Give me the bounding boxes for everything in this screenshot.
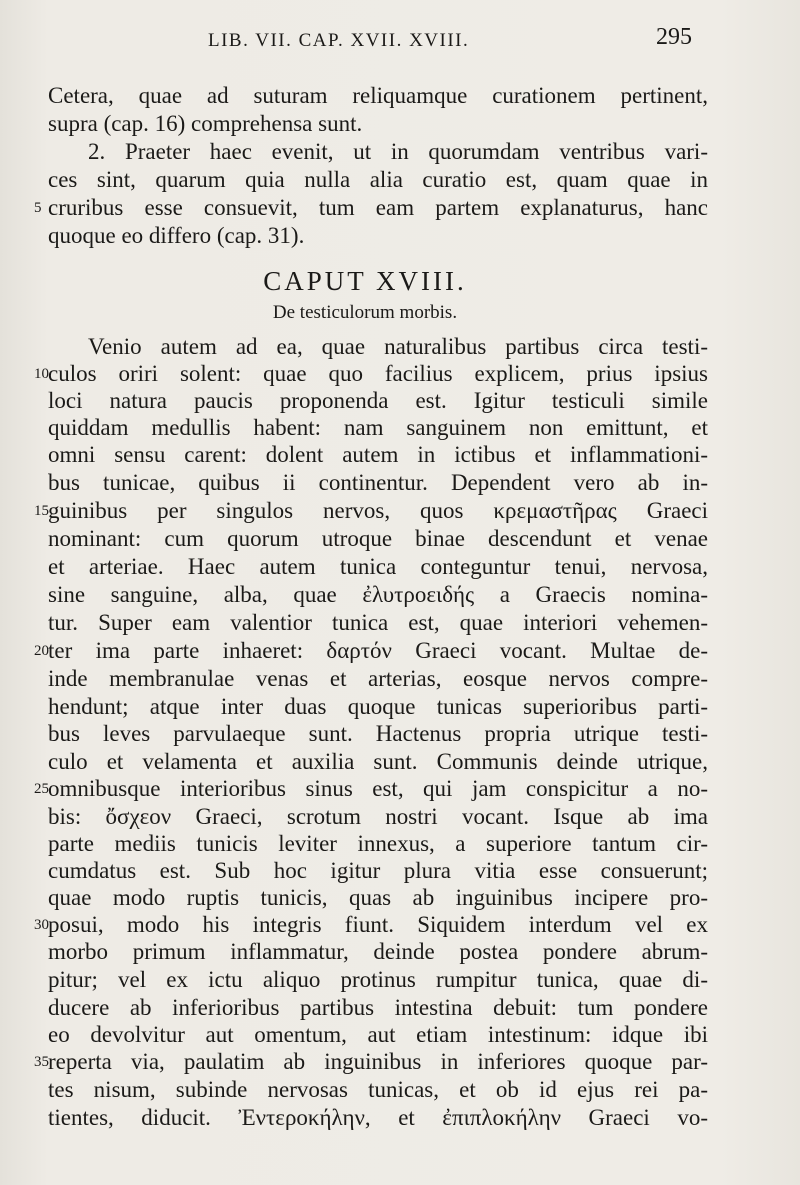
text-line: ces sint, quarum quia nulla alia curatio est, quam quae in bbox=[48, 167, 708, 192]
text-line: parte mediis tunicis leviter innexus, a superiore tantum cir- bbox=[48, 831, 708, 856]
text-line: Cetera, quae ad suturam reliquamque curationem pertinent, bbox=[48, 83, 708, 108]
text-line: tur. Super eam valentior tunica est, quae interiori vehemen- bbox=[48, 610, 708, 635]
line-number: 10 bbox=[34, 366, 49, 382]
text-line: Venio autem ad ea, quae naturalibus partibus circa testi- bbox=[88, 334, 708, 359]
text-line: bus tunicae, quibus ii continentur. Dependent vero ab in- bbox=[48, 470, 708, 495]
text-line: guinibus per singulos nervos, quos κρεμαστῆρας Graeci bbox=[48, 498, 708, 523]
text-line: hendunt; atque inter duas quoque tunicas superioribus parti- bbox=[48, 694, 708, 719]
text-line: culo et velamenta et auxilia sunt. Communis deinde utrique, bbox=[48, 749, 708, 774]
text-line: inde membranulae venas et arterias, eosque nervos compre- bbox=[48, 666, 708, 691]
text-line: quiddam medullis habent: nam sanguinem non emittunt, et bbox=[48, 415, 708, 440]
line-number: 35 bbox=[34, 1054, 49, 1070]
chapter-title: CAPUT XVIII. bbox=[263, 266, 467, 296]
text-line: quoque eo differo (cap. 31). bbox=[48, 223, 305, 248]
text-line: omni sensu carent: dolent autem in ictibus et inflammationi- bbox=[48, 442, 708, 467]
text-line: culos oriri solent: quae quo facilius explicem, prius ipsius bbox=[48, 361, 708, 386]
text-line: et arteriae. Haec autem tunica conteguntur tenui, nervosa, bbox=[48, 554, 708, 579]
text-line: sine sanguine, alba, quae ἐλυτροειδής a Graecis nomina- bbox=[48, 582, 708, 607]
text-line: cruribus esse consuevit, tum eam partem explanaturus, hanc bbox=[48, 195, 708, 220]
text-line: eo devolvitur aut omentum, aut etiam intestinum: idque ibi bbox=[48, 1022, 708, 1047]
text-line: supra (cap. 16) comprehensa sunt. bbox=[48, 111, 363, 136]
page-header bbox=[0, 22, 800, 62]
text-line: reperta via, paulatim ab inguinibus in inferiores quoque par- bbox=[48, 1049, 708, 1074]
text-line: posui, modo his integris fiunt. Siquidem interdum vel ex bbox=[48, 912, 708, 937]
page-number: 295 bbox=[656, 24, 692, 50]
text-line: bis: ὄσχεον Graeci, scrotum nostri vocant. Isque ab ima bbox=[48, 804, 708, 829]
text-line: ducere ab inferioribus partibus intestina debuit: tum pondere bbox=[48, 995, 708, 1020]
text-line: tes nisum, subinde nervosas tunicas, et ob id ejus rei pa- bbox=[48, 1077, 708, 1102]
text-line: pitur; vel ex ictu aliquo protinus rumpitur tunica, quae di- bbox=[48, 967, 708, 992]
line-number: 20 bbox=[34, 643, 49, 659]
text-line: 2. Praeter haec evenit, ut in quorumdam ventribus vari- bbox=[88, 139, 708, 164]
line-number: 15 bbox=[34, 503, 49, 519]
line-number: 30 bbox=[34, 917, 49, 933]
line-number: 25 bbox=[34, 781, 49, 797]
text-line: cumdatus est. Sub hoc igitur plura vitia esse consuerunt; bbox=[48, 858, 708, 883]
line-number: 5 bbox=[34, 200, 42, 216]
running-title: LIB. VII. CAP. XVII. XVIII. bbox=[208, 30, 470, 51]
text-line: ter ima parte inhaeret: δαρτόν Graeci vocant. Multae de- bbox=[48, 638, 708, 663]
text-line: morbo primum inflammatur, deinde postea pondere abrum- bbox=[48, 939, 708, 964]
text-line: quae modo ruptis tunicis, quas ab inguinibus incipere pro- bbox=[48, 885, 708, 910]
text-line: loci natura paucis proponenda est. Igitur testiculi simile bbox=[48, 388, 708, 413]
text-line: nominant: cum quorum utroque binae descendunt et venae bbox=[48, 526, 708, 551]
text-line: bus leves parvulaeque sunt. Hactenus propria utrique testi- bbox=[48, 721, 708, 746]
text-line: tientes, diducit. Ἐντεροκήλην, et ἐπιπλοκήλην Graeci vo- bbox=[48, 1105, 708, 1130]
text-line: omnibusque interioribus sinus est, qui jam conspicitur a no- bbox=[48, 776, 708, 801]
chapter-subtitle: De testiculorum morbis. bbox=[272, 302, 458, 323]
